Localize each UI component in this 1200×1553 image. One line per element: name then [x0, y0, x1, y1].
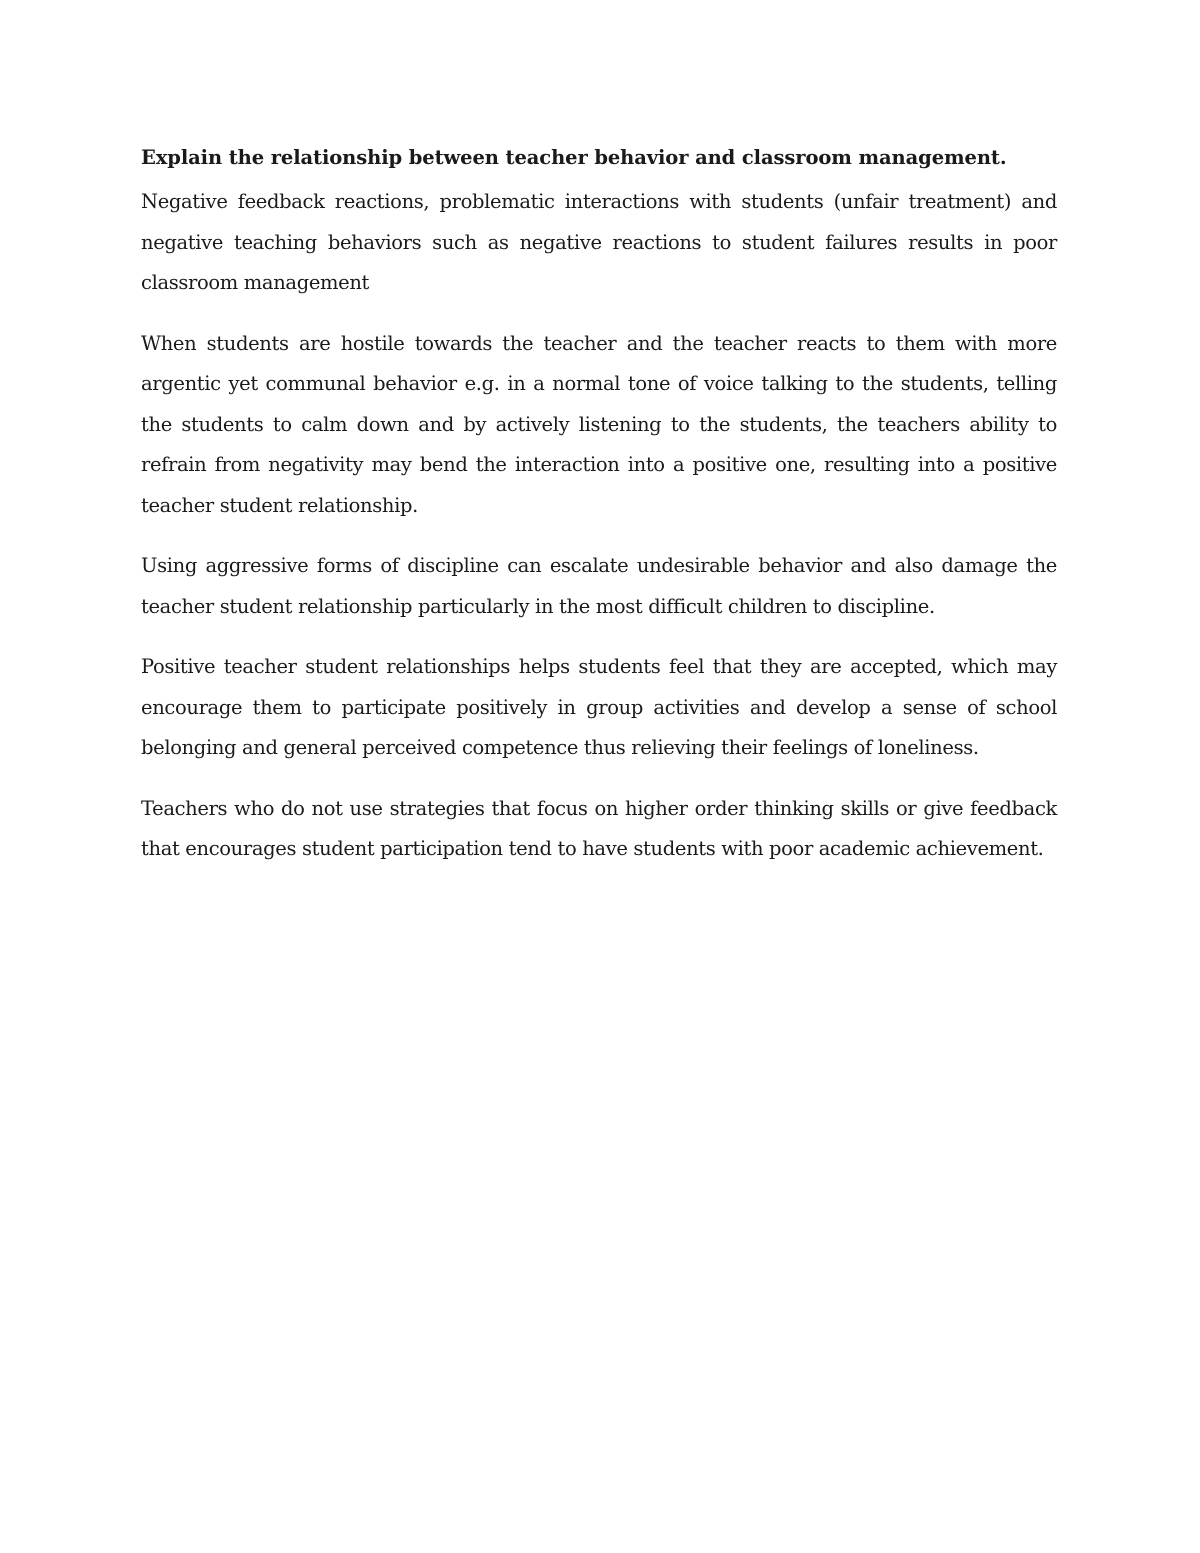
paragraph-aggressive-discipline: Using aggressive forms of discipline can escalate undesirable behavior and also damage the teacher student relationship particularly in the most difficult children to discipline. — [141, 554, 1057, 618]
paragraph-positive-relationships: Positive teacher student relationships helps students feel that they are accepted, which may encourage them to participate positively in group activities and develop a sense of school belonging and general perceived competence thus relieving their feelings of loneliness. — [141, 655, 1057, 759]
paragraph-higher-order-thinking: Teachers who do not use strategies that focus on higher order thinking skills or give feedback that encourages student participation tend to have students with poor academic achievement. — [141, 796, 1057, 860]
paragraph-hostile-students: When students are hostile towards the teacher and the teacher reacts to them with more argentic yet communal behavior e.g. in a normal tone of voice talking to the students, telling the students to calm down and by actively listening to the students, the teachers ability to refrain from negativity may bend the interaction into a positive one, resulting into a positive teacher student relationship. — [141, 331, 1057, 517]
document-body — [141, 140, 1057, 890]
document-title: Explain the relationship between teacher behavior and classroom management. — [141, 146, 1007, 169]
paragraph-negative-feedback: Negative feedback reactions, problematic interactions with students (unfair treatment) and negative teaching behaviors such as negative reactions to student failures results in poor classroom management — [141, 190, 1057, 294]
